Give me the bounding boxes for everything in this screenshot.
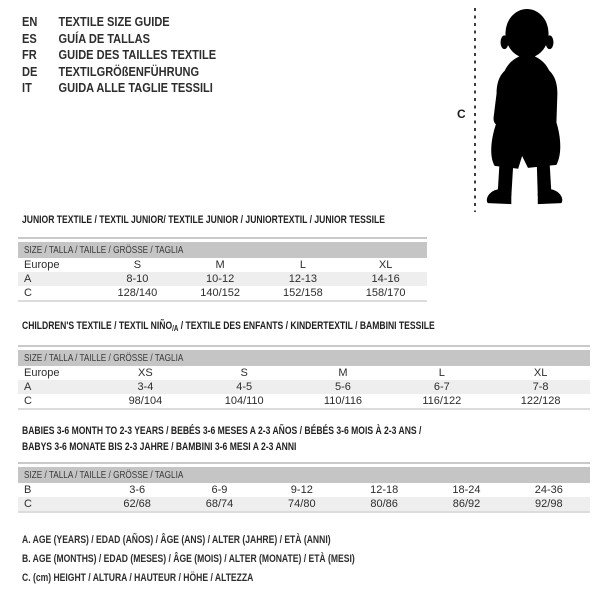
lang-row-fr: [22, 49, 216, 61]
size-value-cell: 7-8: [532, 381, 549, 393]
size-value-cell: 68/74: [205, 498, 234, 510]
size-value-cell: 6-7: [433, 381, 450, 393]
size-value-cell: 158/170: [365, 287, 406, 299]
table-top-rule: [18, 237, 427, 239]
children-title-sub: /A: [172, 324, 179, 333]
size-header-text: SIZE / TALLA / TAILLE / GRÖSSE / TAGLIA: [24, 469, 184, 481]
table-row: [18, 483, 590, 497]
table-top-rule: [18, 345, 590, 347]
size-value-cell: S: [240, 367, 248, 379]
lang-code: IT: [22, 80, 32, 95]
junior-size-table: [18, 258, 427, 302]
lang-label: GUIDE DES TAILLES TEXTILE: [58, 47, 217, 62]
row-label-cell: C: [24, 395, 32, 407]
language-title-list: [22, 16, 250, 99]
children-textile-section: [18, 320, 590, 410]
size-value-cell: 116/122: [422, 395, 462, 407]
size-value-cell: 98/104: [128, 395, 163, 407]
size-value-cell: 140/152: [200, 287, 240, 299]
lang-label: TEXTILGRÖßENFÜHRUNG: [58, 63, 200, 79]
row-label-cell: A: [24, 273, 32, 285]
babies-title-line2: [22, 440, 590, 456]
row-label-cell: C: [24, 287, 32, 299]
table-top-rule: [18, 462, 590, 464]
size-header-bar: [18, 242, 427, 258]
size-value-cell: 152/158: [282, 287, 323, 299]
baby-shorts: [491, 117, 560, 169]
size-value-cell: 128/140: [117, 287, 158, 299]
size-value-cell: 8-10: [126, 273, 149, 285]
lang-row-en: [22, 16, 216, 28]
lang-code: EN: [22, 14, 38, 29]
babies-title-line1: [22, 424, 590, 440]
babies-section-title: [18, 424, 590, 455]
row-label-cell: C: [24, 498, 32, 510]
children-title-pre: CHILDREN'S TEXTILE / TEXTIL NIÑO: [22, 320, 173, 332]
lang-label: GUIDA ALLE TAGLIE TESSILI: [58, 80, 213, 95]
note-height-cm: C. (cm) HEIGHT / ALTURA / HAUTEUR / HÖHE / ALTEZZA: [22, 572, 254, 584]
children-section-title: [18, 320, 590, 335]
table-row: [18, 272, 427, 286]
size-value-cell: 3-6: [129, 484, 146, 496]
size-value-cell: 80/86: [370, 498, 398, 510]
size-value-cell: 12-13: [288, 273, 317, 285]
table-row: [18, 380, 590, 394]
size-header-bar: [18, 350, 590, 366]
babies-title-line2-text: BABYS 3-6 MONATE BIS 2-3 JAHRE / BAMBINI 3-6 MESI A 2-3 ANNI: [22, 440, 297, 453]
children-size-table: [18, 366, 590, 410]
size-value-cell: 14-16: [371, 273, 400, 285]
baby-head: [505, 9, 548, 58]
table-row: [18, 366, 590, 380]
size-value-cell: XL: [378, 259, 393, 271]
row-label-cell: A: [24, 381, 32, 393]
baby-silhouette-graphic: [482, 7, 572, 209]
row-label-cell: B: [24, 484, 32, 496]
size-value-cell: 10-12: [206, 273, 235, 285]
lang-row-es: [22, 30, 216, 46]
size-value-cell: 4-5: [236, 381, 253, 393]
size-header-text: SIZE / TALLA / TAILLE / GRÖSSE / TAGLIA: [24, 352, 184, 364]
baby-ear-left: [501, 35, 509, 49]
size-value-cell: M: [215, 259, 225, 271]
size-header-bar: [18, 467, 590, 483]
height-measure-dotted-line: [474, 8, 476, 212]
note-age-months: B. AGE (MONTHS) / EDAD (MESES) / ÂGE (MOIS) / ALTER (MONATE) / ETÀ (MESI): [22, 553, 355, 565]
size-value-cell: L: [299, 259, 306, 271]
children-section-title-text: [22, 320, 435, 335]
junior-textile-section: [18, 214, 427, 302]
table-row: [18, 497, 590, 511]
size-value-cell: 24-36: [534, 484, 563, 496]
table-row: [18, 394, 590, 408]
size-value-cell: XL: [533, 367, 548, 379]
size-value-cell: 104/110: [224, 395, 264, 407]
size-value-cell: 6-9: [211, 484, 228, 496]
lang-row-de: [22, 63, 216, 79]
size-value-cell: 12-18: [370, 484, 399, 496]
size-value-cell: 5-6: [335, 381, 351, 393]
table-row: [18, 286, 427, 300]
table-row: [18, 258, 427, 272]
size-value-cell: 3-4: [137, 381, 154, 393]
size-value-cell: L: [438, 367, 445, 379]
baby-ear-right: [546, 35, 554, 49]
size-value-cell: 92/98: [535, 498, 563, 510]
junior-section-title-text: JUNIOR TEXTILE / TEXTIL JUNIOR/ TEXTILE JUNIOR / JUNIORTEXTIL / JUNIOR TESSILE: [22, 214, 385, 226]
size-value-cell: M: [338, 367, 348, 379]
size-value-cell: 62/68: [123, 498, 151, 510]
size-value-cell: 18-24: [452, 484, 481, 496]
lang-code: ES: [22, 30, 37, 46]
babies-title-line1-text: BABIES 3-6 MONTH TO 2-3 YEARS / BEBÉS 3-6 MESES A 2-3 AÑOS / BÉBÉS 3-6 MOIS À 2-3 ANS /: [22, 425, 422, 437]
lang-row-it: [22, 82, 216, 94]
children-title-post: / TEXTILE DES ENFANTS / KINDERTEXTIL / BAMBINI TESSILE: [178, 320, 435, 332]
junior-section-title: [18, 214, 427, 227]
size-value-cell: 122/128: [520, 395, 561, 407]
size-value-cell: 86/92: [452, 498, 481, 510]
height-measure-label: C: [457, 107, 466, 121]
size-value-cell: S: [133, 259, 142, 271]
size-value-cell: 110/116: [323, 395, 363, 407]
measure-key-notes: [22, 534, 449, 591]
lang-label: TEXTILE SIZE GUIDE: [58, 14, 170, 29]
note-age-years: A. AGE (YEARS) / EDAD (AÑOS) / ÂGE (ANS) / ALTER (JAHRE) / ETÀ (ANNI): [22, 534, 331, 546]
lang-code: FR: [22, 47, 37, 62]
lang-label: GUÍA DE TALLAS: [58, 30, 151, 46]
row-label-cell: Europe: [24, 259, 60, 271]
lang-code: DE: [22, 63, 38, 79]
size-value-cell: XS: [138, 367, 153, 379]
row-label-cell: Europe: [24, 367, 60, 379]
babies-textile-section: [18, 424, 590, 513]
size-value-cell: 74/80: [288, 498, 316, 510]
size-value-cell: 9-12: [290, 484, 313, 496]
babies-size-table: [18, 483, 590, 513]
size-header-text: SIZE / TALLA / TAILLE / GRÖSSE / TAGLIA: [24, 244, 184, 256]
